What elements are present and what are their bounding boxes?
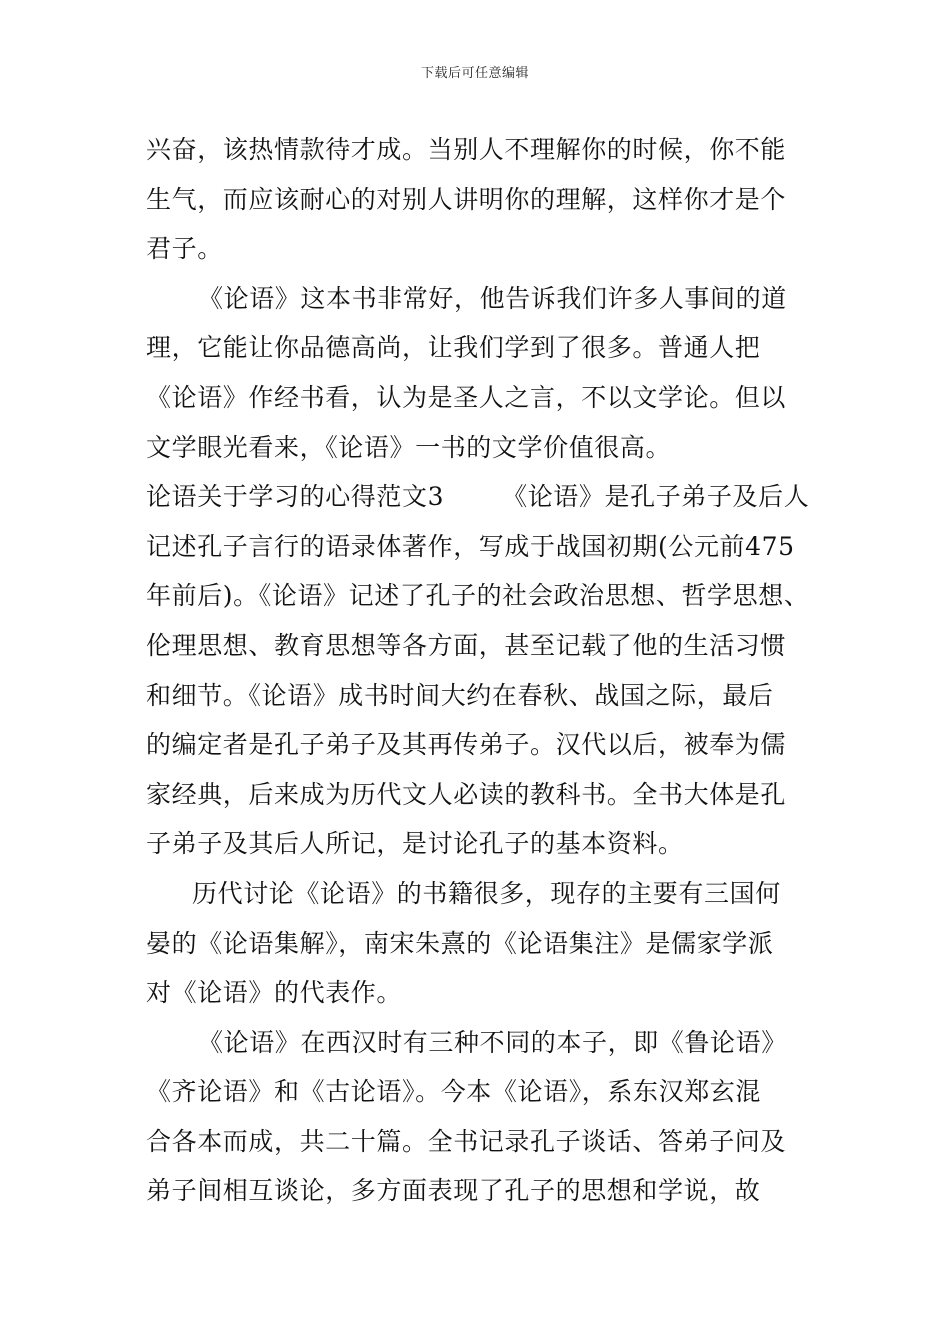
text-line: 弟子间相互谈论，多方面表现了孔子的思想和学说，故 [146, 1176, 761, 1206]
section-title: 论语关于学习的心得范文3 [146, 482, 445, 512]
text-line: 家经典，后来成为历代文人必读的教科书。全书大体是孔 [146, 779, 787, 809]
page-header: 下载后可任意编辑 [420, 66, 529, 81]
text-line: 《齐论语》和《古论语》。今本《论语》，系东汉郑玄混 [146, 1077, 762, 1107]
text-segment: 《论语》是孔子弟子及后人 [502, 482, 810, 512]
paragraph-start: 历代讨论《论语》的书籍很多，现存的主要有三国何 [192, 878, 781, 908]
text-line: 年前后)。《论语》记述了孔子的社会政治思想、哲学思想、 [146, 581, 810, 611]
text-line: 对《论语》的代表作。 [146, 978, 403, 1008]
text-line: 的编定者是孔子弟子及其再传弟子。汉代以后，被奉为儒 [146, 730, 787, 760]
text-line: 《论语》作经书看，认为是圣人之言，不以文学论。但以 [146, 382, 787, 412]
text-line: 子弟子及其后人所记，是讨论孔子的基本资料。 [146, 829, 684, 859]
text-line: 理，它能让你品德高尚，让我们学到了很多。普通人把 [146, 333, 761, 363]
section-line [146, 472, 810, 522]
text-line: 晏的《论语集解》，南宋朱熹的《论语集注》是儒家学派 [146, 928, 774, 958]
text-line: 兴奋，该热情款待才成。当别人不理解你的时候，你不能 [146, 135, 787, 164]
text-line: 和细节。《论语》成书时间大约在春秋、战国之际，最后 [146, 680, 774, 710]
text-line: 记述孔子言行的语录体著作，写成于战国初期(公元前475 [146, 531, 795, 561]
paragraph-start: 《论语》这本书非常好，他告诉我们许多人事间的道 [198, 283, 787, 313]
text-line: 合各本而成，共二十篇。全书记录孔子谈话、答弟子问及 [146, 1126, 787, 1156]
text-line: 伦理思想、教育思想等各方面，甚至记载了他的生活习惯 [146, 630, 787, 660]
document-body [146, 125, 810, 1216]
text-line: 生气，而应该耐心的对别人讲明你的理解，这样你才是个 [146, 184, 787, 214]
text-line: 君子。 [146, 234, 223, 264]
paragraph-start: 《论语》在西汉时有三种不同的本子，即《鲁论语》 [198, 1027, 787, 1057]
text-line: 文学眼光看来，《论语》一书的文学价值很高。 [146, 432, 672, 462]
